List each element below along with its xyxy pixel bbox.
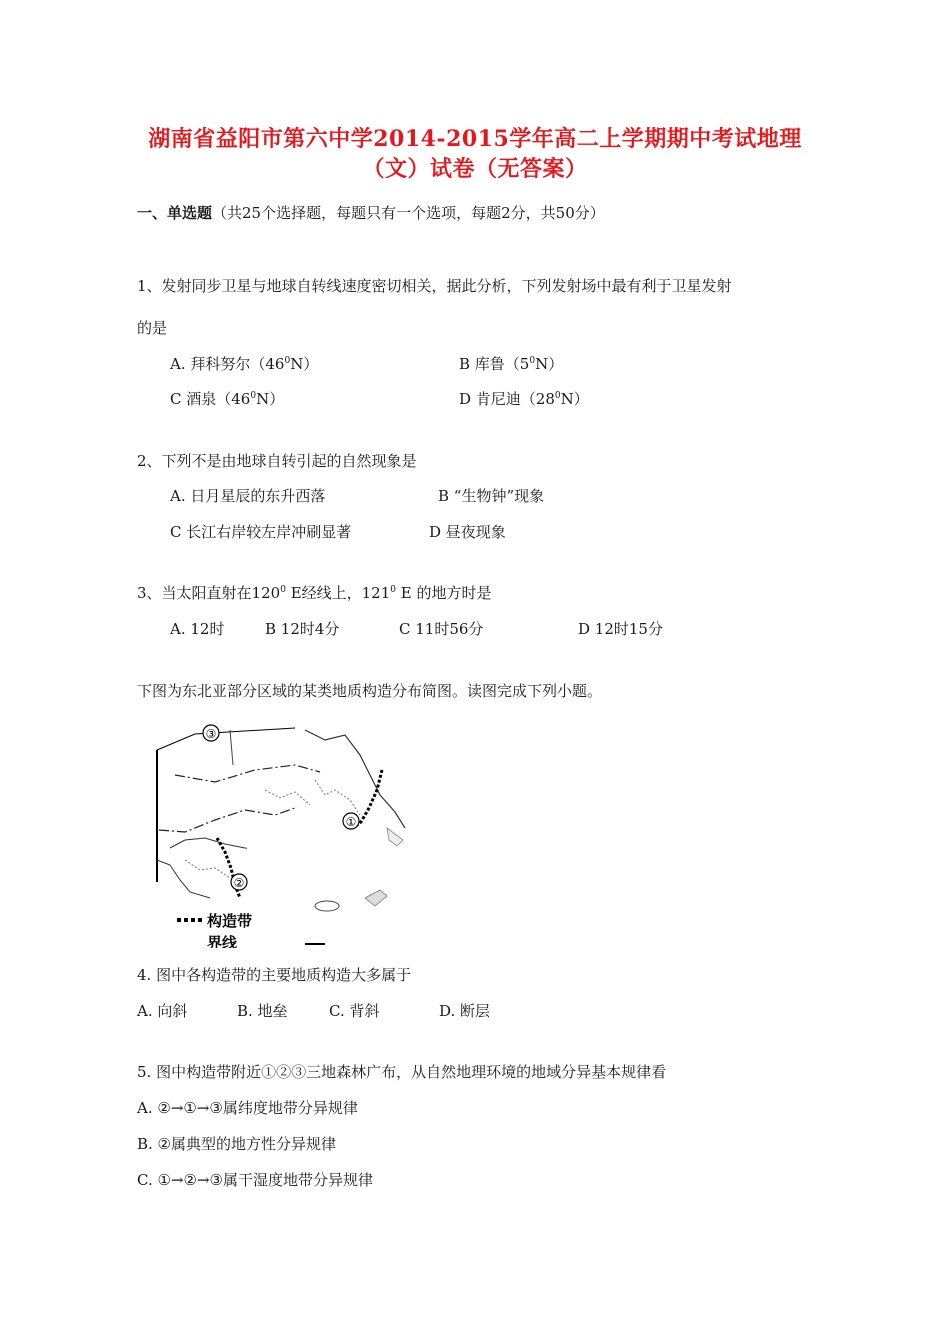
q2-option-a: A. 日月星辰的东升西落 <box>170 487 326 505</box>
q1-option-b: B 库鲁$(5^0N)$ <box>459 355 564 373</box>
q5-option-a: A. ②→①→③属纬度地带分异规律 <box>137 1099 358 1117</box>
q3-option-d: D 12时15分 <box>578 620 663 638</box>
map-label-1: ① <box>345 815 357 829</box>
document-title-line1: 湖南省益阳市第六中学2014-2015学年高二上学期期中考试地理 <box>148 126 802 152</box>
document-title-line2: （文）试卷（无答案） <box>362 156 588 182</box>
q4-option-c: C. 背斜 <box>329 1002 380 1020</box>
map-label-2: ② <box>233 876 245 890</box>
q2-option-c: C 长江右岸较左岸冲刷显著 <box>170 523 352 541</box>
q3-stem: 3、当太阳直射在$120^0$ E经线上，$121^0$ E 的地方时是 <box>137 584 492 602</box>
map-intro: 下图为东北亚部分区域的某类地质构造分布简图。读图完成下列小题。 <box>137 682 603 700</box>
q1-option-a: A. 拜科努尔$(46^0N)$ <box>170 355 319 373</box>
q5-option-c: C. ①→②→③属干湿度地带分异规律 <box>137 1171 373 1189</box>
q4-option-a: A. 向斜 <box>137 1002 188 1020</box>
geology-map <box>155 720 430 948</box>
q1-option-c: C 酒泉$(46^0N)$ <box>170 390 285 408</box>
q2-option-d: D 昼夜现象 <box>429 523 506 541</box>
section-heading-note: （共25个选择题，每题只有一个选项，每题2分，共50分） <box>212 204 605 222</box>
legend-belt-label: 构造带 <box>207 912 253 930</box>
map-svg <box>155 720 430 948</box>
q1-stem-line1: 1、发射同步卫星与地球自转线速度密切相关，据此分析，下列发射场中最有利于卫星发射 <box>137 277 732 295</box>
q2-stem: 2、下列不是由地球自转引起的自然现象是 <box>137 452 417 470</box>
legend-border-label: 界线 <box>207 934 238 948</box>
q3-option-b: B 12时4分 <box>265 620 340 638</box>
q5-option-b: B. ②属典型的地方性分异规律 <box>137 1135 337 1153</box>
section-heading-label: 一、单选题 <box>137 204 213 222</box>
q4-stem: 4. 图中各构造带的主要地质构造大多属于 <box>137 966 412 984</box>
q1-stem-line2: 的是 <box>137 319 168 337</box>
q3-option-a: A. 12时 <box>170 620 225 638</box>
map-label-3: ③ <box>205 727 217 741</box>
q4-option-b: B. 地垒 <box>237 1002 288 1020</box>
q1-option-d: D 肯尼迪$(28^0N)$ <box>459 390 589 408</box>
section-heading <box>137 202 605 223</box>
q5-stem: 5. 图中构造带附近①②③三地森林广布，从自然地理环境的地域分异基本规律看 <box>137 1063 667 1081</box>
q2-option-b: B “生物钟”现象 <box>438 487 545 505</box>
q4-option-d: D. 断层 <box>439 1002 491 1020</box>
q3-option-c: C 11时56分 <box>399 620 484 638</box>
